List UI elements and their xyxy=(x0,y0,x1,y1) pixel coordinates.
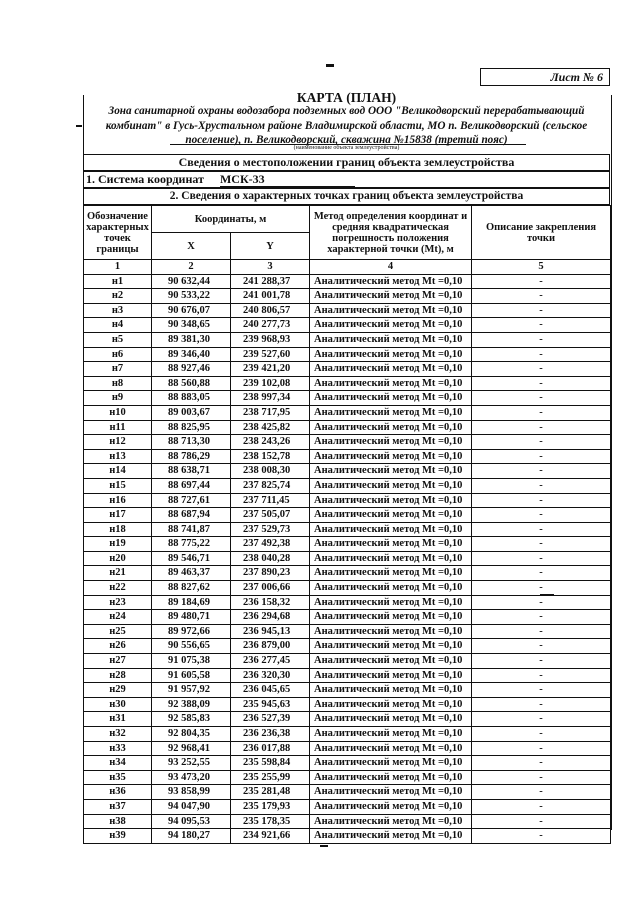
point-description: - xyxy=(472,332,611,347)
table-row xyxy=(84,829,611,844)
table-row xyxy=(84,303,611,318)
method: Аналитический метод Mt =0,10 xyxy=(310,712,472,727)
coord-x: 88 697,44 xyxy=(152,478,231,493)
table-row xyxy=(84,449,611,464)
coord-x: 94 180,27 xyxy=(152,829,231,844)
coord-y: 238 717,95 xyxy=(231,405,310,420)
point-description: - xyxy=(472,493,611,508)
point-id: н5 xyxy=(84,332,152,347)
point-id: н15 xyxy=(84,478,152,493)
point-id: н20 xyxy=(84,551,152,566)
table-row xyxy=(84,668,611,683)
point-id: н23 xyxy=(84,595,152,610)
method: Аналитический метод Mt =0,10 xyxy=(310,829,472,844)
point-id: н24 xyxy=(84,610,152,625)
coord-y: 237 006,66 xyxy=(231,581,310,596)
point-id: н37 xyxy=(84,799,152,814)
method: Аналитический метод Mt =0,10 xyxy=(310,624,472,639)
method: Аналитический метод Mt =0,10 xyxy=(310,318,472,333)
page-title: КАРТА (ПЛАН) xyxy=(296,90,397,105)
crs-label: 1. Система координат xyxy=(86,172,204,186)
coord-y: 236 945,13 xyxy=(231,624,310,639)
coord-y: 241 001,78 xyxy=(231,289,310,304)
coord-x: 90 556,65 xyxy=(152,639,231,654)
method: Аналитический метод Mt =0,10 xyxy=(310,493,472,508)
point-description: - xyxy=(472,581,611,596)
method: Аналитический метод Mt =0,10 xyxy=(310,303,472,318)
coord-y: 236 527,39 xyxy=(231,712,310,727)
coord-y: 236 236,38 xyxy=(231,727,310,742)
point-id: н26 xyxy=(84,639,152,654)
coord-x: 92 388,09 xyxy=(152,697,231,712)
point-description: - xyxy=(472,712,611,727)
point-id: н39 xyxy=(84,829,152,844)
coord-y: 236 294,68 xyxy=(231,610,310,625)
point-id: н19 xyxy=(84,537,152,552)
header-method: Метод определения координат и средняя квадратическая погрешность положения характерной точки (Mt), м xyxy=(310,206,472,260)
table-row xyxy=(84,464,611,479)
table-row xyxy=(84,420,611,435)
method: Аналитический метод Mt =0,10 xyxy=(310,274,472,289)
point-description: - xyxy=(472,610,611,625)
point-id: н8 xyxy=(84,376,152,391)
coord-y: 237 492,38 xyxy=(231,537,310,552)
point-id: н33 xyxy=(84,741,152,756)
coord-y: 238 243,26 xyxy=(231,435,310,450)
table-row xyxy=(84,391,611,406)
coord-x: 88 775,22 xyxy=(152,537,231,552)
section-coordinate-system xyxy=(83,171,610,188)
point-description: - xyxy=(472,624,611,639)
table-row xyxy=(84,624,611,639)
coord-x: 89 480,71 xyxy=(152,610,231,625)
table-row xyxy=(84,405,611,420)
subtitle-line-2: комбинат" в Гусь-Хрустальном районе Владимирской области, МО п. Великодворский (сельское xyxy=(105,119,588,132)
coord-x: 93 473,20 xyxy=(152,770,231,785)
section-points-header: 2. Сведения о характерных точках границ объекта землеустройства xyxy=(83,188,610,205)
method: Аналитический метод Mt =0,10 xyxy=(310,391,472,406)
coord-x: 94 047,90 xyxy=(152,799,231,814)
point-id: н7 xyxy=(84,362,152,377)
table-row xyxy=(84,347,611,362)
point-description: - xyxy=(472,741,611,756)
col-number-4: 4 xyxy=(310,260,472,275)
method: Аналитический метод Mt =0,10 xyxy=(310,566,472,581)
coord-y: 236 017,88 xyxy=(231,741,310,756)
subtitle-line-3: поселение), п. Великодворский, скважина №15838 (третий пояс) xyxy=(185,134,508,146)
table-row xyxy=(84,522,611,537)
coord-x: 88 825,95 xyxy=(152,420,231,435)
col-number-1: 1 xyxy=(84,260,152,275)
method: Аналитический метод Mt =0,10 xyxy=(310,332,472,347)
coord-x: 88 741,87 xyxy=(152,522,231,537)
coord-y: 235 179,93 xyxy=(231,799,310,814)
coord-x: 90 676,07 xyxy=(152,303,231,318)
table-row xyxy=(84,551,611,566)
coord-x: 90 632,44 xyxy=(152,274,231,289)
table-row xyxy=(84,508,611,523)
coord-y: 234 921,66 xyxy=(231,829,310,844)
table-row xyxy=(84,756,611,771)
coord-x: 93 252,55 xyxy=(152,756,231,771)
method: Аналитический метод Mt =0,10 xyxy=(310,522,472,537)
point-description: - xyxy=(472,464,611,479)
method: Аналитический метод Mt =0,10 xyxy=(310,478,472,493)
point-description: - xyxy=(472,274,611,289)
points-table xyxy=(83,205,611,844)
point-id: н13 xyxy=(84,449,152,464)
point-description: - xyxy=(472,814,611,829)
coord-x: 92 968,41 xyxy=(152,741,231,756)
point-id: н35 xyxy=(84,770,152,785)
coord-x: 89 381,30 xyxy=(152,332,231,347)
point-description: - xyxy=(472,347,611,362)
method: Аналитический метод Mt =0,10 xyxy=(310,405,472,420)
coord-x: 89 184,69 xyxy=(152,595,231,610)
method: Аналитический метод Mt =0,10 xyxy=(310,449,472,464)
point-description: - xyxy=(472,829,611,844)
table-row xyxy=(84,435,611,450)
table-row xyxy=(84,318,611,333)
header-description: Описание закрепления точки xyxy=(472,206,611,260)
scan-mark xyxy=(320,845,328,847)
coord-y: 237 890,23 xyxy=(231,566,310,581)
coord-x: 88 786,29 xyxy=(152,449,231,464)
point-description: - xyxy=(472,668,611,683)
method: Аналитический метод Mt =0,10 xyxy=(310,289,472,304)
coord-y: 235 255,99 xyxy=(231,770,310,785)
point-description: - xyxy=(472,435,611,450)
method: Аналитический метод Mt =0,10 xyxy=(310,347,472,362)
coord-y: 235 945,63 xyxy=(231,697,310,712)
point-id: н12 xyxy=(84,435,152,450)
point-id: н32 xyxy=(84,727,152,742)
point-id: н6 xyxy=(84,347,152,362)
point-description: - xyxy=(472,478,611,493)
point-description: - xyxy=(472,799,611,814)
coord-y: 237 505,07 xyxy=(231,508,310,523)
section-location-header: Сведения о местоположении границ объекта землеустройства xyxy=(83,154,610,171)
point-description: - xyxy=(472,405,611,420)
table-row xyxy=(84,289,611,304)
object-caption: (наименование объекта землеустройства) xyxy=(293,145,400,151)
point-id: н30 xyxy=(84,697,152,712)
method: Аналитический метод Mt =0,10 xyxy=(310,376,472,391)
coord-y: 239 102,08 xyxy=(231,376,310,391)
coord-x: 88 727,61 xyxy=(152,493,231,508)
coord-x: 92 585,83 xyxy=(152,712,231,727)
method: Аналитический метод Mt =0,10 xyxy=(310,362,472,377)
method: Аналитический метод Mt =0,10 xyxy=(310,420,472,435)
coord-y: 240 806,57 xyxy=(231,303,310,318)
point-description: - xyxy=(472,376,611,391)
point-id: н28 xyxy=(84,668,152,683)
coord-x: 92 804,35 xyxy=(152,727,231,742)
coord-x: 94 095,53 xyxy=(152,814,231,829)
coord-x: 88 638,71 xyxy=(152,464,231,479)
coord-x: 89 546,71 xyxy=(152,551,231,566)
table-row xyxy=(84,741,611,756)
table-row xyxy=(84,478,611,493)
table-row xyxy=(84,727,611,742)
point-id: н11 xyxy=(84,420,152,435)
coord-x: 93 858,99 xyxy=(152,785,231,800)
method: Аналитический метод Mt =0,10 xyxy=(310,785,472,800)
point-description: - xyxy=(472,508,611,523)
point-id: н10 xyxy=(84,405,152,420)
method: Аналитический метод Mt =0,10 xyxy=(310,683,472,698)
coord-y: 241 288,37 xyxy=(231,274,310,289)
point-id: н27 xyxy=(84,654,152,669)
object-description xyxy=(83,104,610,148)
point-description: - xyxy=(472,654,611,669)
point-description: - xyxy=(472,756,611,771)
method: Аналитический метод Mt =0,10 xyxy=(310,668,472,683)
coord-y: 235 281,48 xyxy=(231,785,310,800)
point-description: - xyxy=(472,595,611,610)
coord-x: 88 927,46 xyxy=(152,362,231,377)
point-description: - xyxy=(472,362,611,377)
coord-x: 90 533,22 xyxy=(152,289,231,304)
scan-mark xyxy=(76,125,82,127)
coord-y: 236 320,30 xyxy=(231,668,310,683)
point-description: - xyxy=(472,551,611,566)
coord-y: 239 527,60 xyxy=(231,347,310,362)
coord-x: 91 605,58 xyxy=(152,668,231,683)
point-description: - xyxy=(472,770,611,785)
table-row xyxy=(84,799,611,814)
col-number-2: 2 xyxy=(152,260,231,275)
coord-y: 236 879,00 xyxy=(231,639,310,654)
table-row xyxy=(84,639,611,654)
coord-x: 91 957,92 xyxy=(152,683,231,698)
point-description: - xyxy=(472,449,611,464)
point-description: - xyxy=(472,727,611,742)
header-coordinates: Координаты, м xyxy=(152,206,310,233)
point-id: н2 xyxy=(84,289,152,304)
header-x: X xyxy=(152,233,231,260)
point-id: н22 xyxy=(84,581,152,596)
table-row xyxy=(84,610,611,625)
col-number-5: 5 xyxy=(472,260,611,275)
point-id: н4 xyxy=(84,318,152,333)
coord-x: 90 348,65 xyxy=(152,318,231,333)
method: Аналитический метод Mt =0,10 xyxy=(310,464,472,479)
points-table-body xyxy=(84,274,611,843)
table-row xyxy=(84,537,611,552)
coord-y: 236 158,32 xyxy=(231,595,310,610)
coord-x: 91 075,38 xyxy=(152,654,231,669)
point-description: - xyxy=(472,639,611,654)
table-row xyxy=(84,376,611,391)
point-id: н29 xyxy=(84,683,152,698)
table-row xyxy=(84,332,611,347)
coord-x: 88 560,88 xyxy=(152,376,231,391)
coord-y: 240 277,73 xyxy=(231,318,310,333)
coord-x: 88 713,30 xyxy=(152,435,231,450)
point-id: н14 xyxy=(84,464,152,479)
point-description: - xyxy=(472,318,611,333)
coord-y: 237 825,74 xyxy=(231,478,310,493)
point-description: - xyxy=(472,303,611,318)
point-id: н21 xyxy=(84,566,152,581)
scan-mark xyxy=(326,64,334,67)
table-row xyxy=(84,683,611,698)
header-y: Y xyxy=(231,233,310,260)
method: Аналитический метод Mt =0,10 xyxy=(310,727,472,742)
method: Аналитический метод Mt =0,10 xyxy=(310,697,472,712)
method: Аналитический метод Mt =0,10 xyxy=(310,756,472,771)
col-number-3: 3 xyxy=(231,260,310,275)
point-id: н31 xyxy=(84,712,152,727)
point-description: - xyxy=(472,420,611,435)
coord-x: 89 003,67 xyxy=(152,405,231,420)
point-description: - xyxy=(472,391,611,406)
coord-y: 235 178,35 xyxy=(231,814,310,829)
table-row xyxy=(84,697,611,712)
point-id: н38 xyxy=(84,814,152,829)
method: Аналитический метод Mt =0,10 xyxy=(310,537,472,552)
coord-y: 239 968,93 xyxy=(231,332,310,347)
point-description: - xyxy=(472,785,611,800)
method: Аналитический метод Mt =0,10 xyxy=(310,654,472,669)
coord-x: 88 687,94 xyxy=(152,508,231,523)
coord-x: 89 346,40 xyxy=(152,347,231,362)
coord-y: 238 425,82 xyxy=(231,420,310,435)
point-id: н9 xyxy=(84,391,152,406)
table-row xyxy=(84,712,611,727)
scan-mark xyxy=(540,594,554,596)
point-description: - xyxy=(472,683,611,698)
table-row xyxy=(84,566,611,581)
point-description: - xyxy=(472,289,611,304)
method: Аналитический метод Mt =0,10 xyxy=(310,508,472,523)
crs-value: МСК-33 xyxy=(220,172,355,187)
subtitle-line-1: Зона санитарной охраны водозабора подземных вод ООО "Великодворский перерабатывающий xyxy=(108,105,585,117)
table-row xyxy=(84,362,611,377)
coord-y: 238 008,30 xyxy=(231,464,310,479)
method: Аналитический метод Mt =0,10 xyxy=(310,741,472,756)
point-id: н17 xyxy=(84,508,152,523)
coord-x: 88 883,05 xyxy=(152,391,231,406)
coord-y: 236 277,45 xyxy=(231,654,310,669)
coord-y: 236 045,65 xyxy=(231,683,310,698)
point-id: н1 xyxy=(84,274,152,289)
method: Аналитический метод Mt =0,10 xyxy=(310,770,472,785)
point-description: - xyxy=(472,522,611,537)
coord-x: 89 463,37 xyxy=(152,566,231,581)
table-row xyxy=(84,274,611,289)
table-row xyxy=(84,493,611,508)
coord-x: 89 972,66 xyxy=(152,624,231,639)
point-id: н16 xyxy=(84,493,152,508)
table-row xyxy=(84,785,611,800)
coord-y: 238 997,34 xyxy=(231,391,310,406)
point-id: н18 xyxy=(84,522,152,537)
point-id: н34 xyxy=(84,756,152,771)
coord-y: 238 040,28 xyxy=(231,551,310,566)
point-description: - xyxy=(472,537,611,552)
table-row xyxy=(84,654,611,669)
method: Аналитический метод Mt =0,10 xyxy=(310,435,472,450)
point-id: н3 xyxy=(84,303,152,318)
method: Аналитический метод Mt =0,10 xyxy=(310,595,472,610)
coord-y: 237 711,45 xyxy=(231,493,310,508)
sheet-number: Лист № 6 xyxy=(480,68,610,86)
point-id: н25 xyxy=(84,624,152,639)
point-id: н36 xyxy=(84,785,152,800)
method: Аналитический метод Mt =0,10 xyxy=(310,581,472,596)
coord-y: 238 152,78 xyxy=(231,449,310,464)
table-row xyxy=(84,595,611,610)
table-row xyxy=(84,770,611,785)
coord-x: 88 827,62 xyxy=(152,581,231,596)
method: Аналитический метод Mt =0,10 xyxy=(310,610,472,625)
table-row xyxy=(84,814,611,829)
coord-y: 239 421,20 xyxy=(231,362,310,377)
method: Аналитический метод Mt =0,10 xyxy=(310,814,472,829)
method: Аналитический метод Mt =0,10 xyxy=(310,799,472,814)
coord-y: 235 598,84 xyxy=(231,756,310,771)
header-designation: Обозначение характерных точек границы xyxy=(84,206,152,260)
coord-y: 237 529,73 xyxy=(231,522,310,537)
point-description: - xyxy=(472,697,611,712)
method: Аналитический метод Mt =0,10 xyxy=(310,639,472,654)
table-row xyxy=(84,581,611,596)
method: Аналитический метод Mt =0,10 xyxy=(310,551,472,566)
point-description: - xyxy=(472,566,611,581)
